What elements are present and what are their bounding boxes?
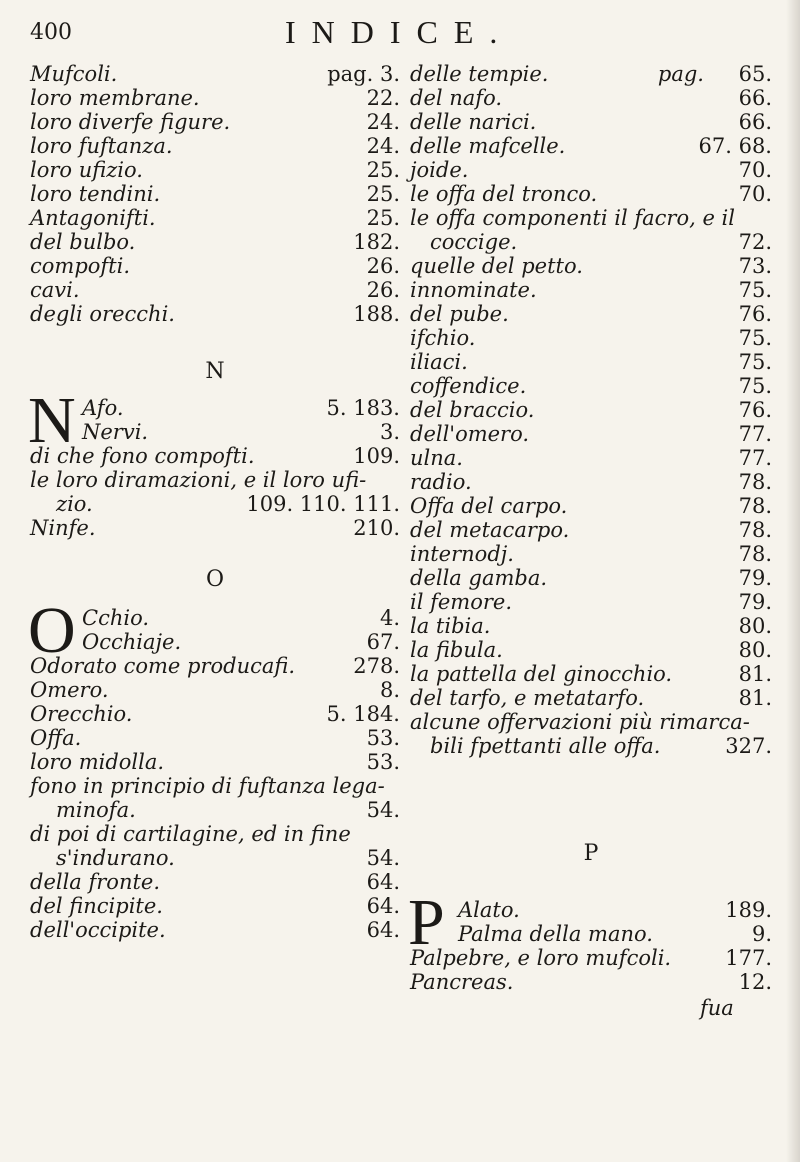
- section-m-entries: [30, 62, 400, 326]
- index-entry: [410, 946, 772, 970]
- entry-text: di poi di cartilagine, ed in fine: [30, 822, 351, 846]
- entry-text: Offa del carpo.: [410, 494, 568, 518]
- index-entry: [30, 302, 400, 326]
- entry-text: del pube.: [410, 302, 509, 326]
- index-entry: [30, 62, 400, 86]
- index-entry: [410, 86, 772, 110]
- entry-text: coccige.: [430, 230, 518, 254]
- entry-page-ref: 76.: [738, 302, 772, 326]
- section-n-entries: [28, 384, 400, 540]
- drop-cap-n: N: [28, 384, 76, 457]
- entry-page-ref: 75.: [738, 278, 772, 302]
- index-entry: [30, 894, 400, 918]
- entry-text: Odorato come producafi.: [30, 654, 296, 678]
- entry-text: cavi.: [30, 278, 80, 302]
- entry-page-ref: 182.: [353, 230, 400, 254]
- entry-text: Occhiaje.: [82, 630, 182, 654]
- entry-text: ulna.: [410, 446, 463, 470]
- entry-page-ref: 72.: [738, 230, 772, 254]
- entry-text: Offa.: [30, 726, 82, 750]
- index-entry: [30, 492, 400, 516]
- entry-text: Orecchio.: [30, 702, 133, 726]
- entry-page-ref: 80.: [738, 614, 772, 638]
- index-entry: [30, 468, 400, 492]
- entry-text: Palma della mano.: [458, 922, 653, 946]
- entry-text: degli orecchi.: [30, 302, 175, 326]
- entry-text: Alato.: [458, 898, 520, 922]
- entry-page-ref: 64.: [366, 870, 400, 894]
- index-entry: [30, 182, 400, 206]
- entry-text: di che fono compofti.: [30, 444, 255, 468]
- entry-page-ref: 5. 183.: [326, 396, 400, 420]
- entry-page-ref: 77.: [738, 446, 772, 470]
- entry-text: del tarfo, e metatarfo.: [410, 686, 645, 710]
- entry-text: Nervi.: [82, 420, 149, 444]
- index-entry: [30, 110, 400, 134]
- entry-text: loro ufizio.: [30, 158, 143, 182]
- drop-cap-p: P: [408, 886, 445, 959]
- entry-text: loro membrane.: [30, 86, 200, 110]
- entry-page-ref: 73.: [738, 254, 772, 278]
- entry-text: loro diverfe figure.: [30, 110, 231, 134]
- entry-text: Ninfe.: [30, 516, 96, 540]
- section-letter-p: P: [583, 841, 599, 866]
- entry-text: dell'omero.: [410, 422, 530, 446]
- entry-text: Pancreas.: [410, 970, 514, 994]
- index-entry: [410, 970, 772, 994]
- index-entry: [410, 134, 772, 158]
- entry-text: internodj.: [410, 542, 514, 566]
- entry-page-ref: 67.: [366, 630, 400, 654]
- entry-page-ref: 64.: [366, 894, 400, 918]
- index-entry: [410, 230, 772, 254]
- entry-page-ref: 78.: [738, 542, 772, 566]
- entry-page-ref: 25.: [366, 158, 400, 182]
- index-entry: [410, 662, 772, 686]
- index-entry: [30, 278, 400, 302]
- entry-text: del nafo.: [410, 86, 503, 110]
- entry-text: fono in principio di fuftanza lega-: [30, 774, 385, 798]
- entry-page-ref: 75.: [738, 326, 772, 350]
- entry-page-ref: 26.: [366, 254, 400, 278]
- entry-text: minofa.: [56, 798, 136, 822]
- index-entry: [30, 846, 400, 870]
- index-entry: [410, 398, 772, 422]
- entry-page-ref: 78.: [738, 494, 772, 518]
- entry-page-ref: 3.: [379, 420, 400, 444]
- section-o-entries: [28, 594, 400, 942]
- index-entry: [410, 302, 772, 326]
- index-entry: [30, 158, 400, 182]
- entry-text: le loro diramazioni, e il loro ufi-: [30, 468, 367, 492]
- entry-text: delle tempie.: [410, 62, 549, 86]
- entry-text: bili fpettanti alle offa.: [430, 734, 661, 758]
- entry-text: Afo.: [82, 396, 124, 420]
- right-column: [410, 62, 772, 1024]
- entry-text: alcune offervazioni più rimarca-: [410, 710, 750, 734]
- entry-text: la fibula.: [410, 638, 503, 662]
- entry-text: coffendice.: [410, 374, 527, 398]
- index-entry: [410, 542, 772, 566]
- entry-page-ref: 24.: [366, 134, 400, 158]
- entry-text: Antagonifti.: [30, 206, 156, 230]
- entry-text: le offa componenti il facro, e il: [410, 206, 735, 230]
- entry-page-ref: 109. 110. 111.: [246, 492, 400, 516]
- entry-page-ref: 81.: [738, 662, 772, 686]
- entry-text: zio.: [56, 492, 93, 516]
- entry-text: del braccio.: [410, 398, 535, 422]
- entry-text: delle narici.: [410, 110, 537, 134]
- index-entry: [410, 710, 772, 734]
- entry-page-ref: 25.: [366, 206, 400, 230]
- entry-page-ref: 65.: [738, 62, 772, 86]
- entry-page-ref: 70.: [738, 158, 772, 182]
- entry-page-ref: 12.: [738, 970, 772, 994]
- index-entry: [410, 374, 772, 398]
- section-o-continued-entries: [410, 62, 772, 758]
- page-number: 400: [30, 20, 72, 45]
- entry-page-ref: 278.: [353, 654, 400, 678]
- index-entry: [30, 206, 400, 230]
- index-entry: [30, 444, 400, 468]
- entry-page-ref: 79.: [738, 590, 772, 614]
- entry-page-ref: 54.: [366, 846, 400, 870]
- entry-page-ref: 4.: [379, 606, 400, 630]
- entry-text: le offa del tronco.: [410, 182, 598, 206]
- index-entry: [410, 638, 772, 662]
- catchword: fua: [700, 996, 734, 1020]
- index-entry: [30, 702, 400, 726]
- entry-page-ref: 64.: [366, 918, 400, 942]
- entry-text: Cchio.: [82, 606, 150, 630]
- index-entry: [410, 158, 772, 182]
- index-entry: [410, 734, 772, 758]
- index-entry: [30, 822, 400, 846]
- entry-page-ref: 75.: [738, 374, 772, 398]
- entry-page-ref: 177.: [725, 946, 772, 970]
- entry-text: della gamba.: [410, 566, 548, 590]
- index-entry: [30, 230, 400, 254]
- entry-page-ref: 22.: [366, 86, 400, 110]
- entry-page-ref: 76.: [738, 398, 772, 422]
- entry-text: del fincipite.: [30, 894, 163, 918]
- index-entry: [30, 420, 400, 444]
- index-entry: [30, 254, 400, 278]
- entry-text: la pattella del ginocchio.: [410, 662, 673, 686]
- entry-text: il femore.: [410, 590, 513, 614]
- page-title: INDICE.: [285, 14, 514, 50]
- index-entry: [30, 798, 400, 822]
- index-entry: [30, 726, 400, 750]
- entry-page-ref: 189.: [725, 898, 772, 922]
- entry-page-ref: 81.: [738, 686, 772, 710]
- entry-text: Palpebre, e loro mufcoli.: [410, 946, 672, 970]
- entry-text: iliaci.: [410, 350, 468, 374]
- entry-text: del metacarpo.: [410, 518, 570, 542]
- entry-text: loro tendini.: [30, 182, 161, 206]
- page-header: [0, 14, 800, 50]
- index-entry: [410, 422, 772, 446]
- entry-page-ref: 25.: [366, 182, 400, 206]
- entry-page-ref: pag. 3.: [327, 62, 400, 86]
- section-letter-o: O: [205, 567, 225, 592]
- index-entry: [410, 518, 772, 542]
- index-entry: [410, 590, 772, 614]
- index-entry: [410, 686, 772, 710]
- index-entry: [30, 774, 400, 798]
- entry-text: la tibia.: [410, 614, 491, 638]
- entry-page-ref: 66.: [738, 110, 772, 134]
- index-entry: [410, 206, 772, 230]
- drop-cap-o: O: [28, 594, 76, 667]
- entry-text: Mufcoli.: [30, 62, 118, 86]
- index-entry: [30, 396, 400, 420]
- index-entry: [410, 470, 772, 494]
- left-column: [30, 62, 400, 942]
- index-entry: [410, 922, 772, 946]
- entry-page-ref: 109.: [353, 444, 400, 468]
- entry-page-ref: 53.: [366, 726, 400, 750]
- entry-text: loro midolla.: [30, 750, 165, 774]
- entry-page-ref: 188.: [353, 302, 400, 326]
- index-entry: [410, 494, 772, 518]
- index-entry: [410, 566, 772, 590]
- entry-page-ref: 67. 68.: [698, 134, 772, 158]
- catchword-line: [410, 994, 772, 1024]
- index-entry: [410, 254, 772, 278]
- entry-text: innominate.: [410, 278, 537, 302]
- entry-page-ref: 78.: [738, 470, 772, 494]
- entry-page-ref: 26.: [366, 278, 400, 302]
- index-entry: [410, 898, 772, 922]
- entry-text: ifchio.: [410, 326, 476, 350]
- entry-page-ref: 8.: [379, 678, 400, 702]
- entry-page-ref: 210.: [353, 516, 400, 540]
- index-entry: [410, 350, 772, 374]
- index-entry: [30, 630, 400, 654]
- section-p-entries: [408, 886, 772, 994]
- entry-page-ref: 79.: [738, 566, 772, 590]
- entry-page-ref: 327.: [725, 734, 772, 758]
- page-edge-shadow: [786, 0, 800, 1162]
- entry-page-ref: 78.: [738, 518, 772, 542]
- index-entry: [410, 326, 772, 350]
- index-entry: [30, 678, 400, 702]
- entry-text: delle mafcelle.: [410, 134, 566, 158]
- index-entry: [30, 86, 400, 110]
- entry-page-ref: 53.: [366, 750, 400, 774]
- entry-page-ref: 5. 184.: [326, 702, 400, 726]
- entry-page-ref: 66.: [738, 86, 772, 110]
- entry-page-ref: 77.: [738, 422, 772, 446]
- entry-text: compofti.: [30, 254, 131, 278]
- index-entry: [30, 870, 400, 894]
- index-entry: [410, 446, 772, 470]
- index-entry: [30, 750, 400, 774]
- entry-page-ref: 24.: [366, 110, 400, 134]
- entry-page-ref: 70.: [738, 182, 772, 206]
- entry-page-ref: 54.: [366, 798, 400, 822]
- index-entry: [30, 654, 400, 678]
- index-entry: [30, 918, 400, 942]
- index-entry: [410, 278, 772, 302]
- section-letter-n: N: [205, 359, 225, 384]
- entry-text: radio.: [410, 470, 472, 494]
- entry-text: loro fuftanza.: [30, 134, 173, 158]
- entry-page-ref: 80.: [738, 638, 772, 662]
- entry-text: della fronte.: [30, 870, 161, 894]
- entry-text: quelle del petto.: [410, 254, 583, 278]
- index-entry: [410, 182, 772, 206]
- index-entry: [30, 516, 400, 540]
- entry-text: joide.: [410, 158, 469, 182]
- index-entry: [410, 614, 772, 638]
- entry-page-ref: 75.: [738, 350, 772, 374]
- entry-text: s'indurano.: [56, 846, 175, 870]
- index-entry: [410, 62, 772, 86]
- pag-label: pag.: [657, 62, 704, 86]
- entry-text: dell'occipite.: [30, 918, 166, 942]
- index-entry: [410, 110, 772, 134]
- entry-text: del bulbo.: [30, 230, 136, 254]
- entry-page-ref: 9.: [751, 922, 772, 946]
- index-entry: [30, 606, 400, 630]
- index-entry: [30, 134, 400, 158]
- entry-text: Omero.: [30, 678, 109, 702]
